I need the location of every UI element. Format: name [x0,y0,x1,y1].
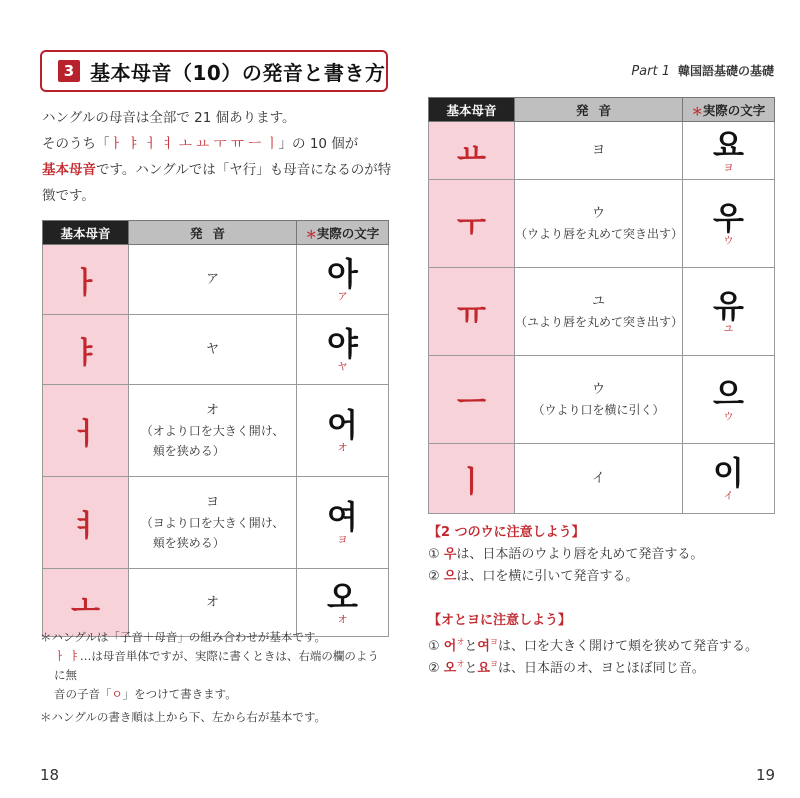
header-pronunciation: 発音 [515,98,683,122]
vowel-cell: ㅓ [43,385,129,477]
part-label: Part 1 [631,64,670,79]
hangul-char: 이 [713,453,744,492]
actual-char-cell [683,122,775,180]
intro-line-1: ハングルの母音は全部で 21 個あります。 [42,110,296,126]
hangul-char: 야 [327,324,358,363]
note-text: は、口を横に引いて発音する。 [456,569,639,584]
section-number-badge: 3 [58,60,80,82]
part-header [631,62,774,79]
footnotes [40,628,380,727]
highlight-char: 으 [443,569,457,584]
vowel-cell: ㅛ [429,122,515,180]
actual-char-cell [297,477,389,569]
highlight-char: 요 [477,661,490,676]
pronunciation-kana: ヨ [591,142,605,158]
pronunciation-note: （ウより唇を丸めて突き出す） [515,226,684,241]
basic-vowel-term: 基本母音 [42,162,96,178]
ruby-kana: ア [337,291,348,303]
hangul-char: 어 [327,405,358,444]
pronunciation-cell [129,315,297,385]
intro-text: です。ハングルでは「ヤ行」も母音になるのが特 [96,162,392,178]
silent-consonant: ㅇ [111,687,123,701]
ruby-kana: オ [337,442,348,454]
ruby-kana: ヨ [489,659,498,669]
item-number: ② [428,569,440,584]
highlight-char: 우 [443,547,457,562]
o-yo-sounds-note [428,610,788,680]
pronunciation-cell [515,356,683,444]
hangul-char: 유 [713,286,744,325]
item-number: ① [428,639,440,654]
section-title: 基本母音（10）の発音と書き方 [90,60,386,85]
ruby-kana: ヤ [337,361,348,373]
o-yo-line-2 [428,658,788,680]
highlight-char: 어 [443,639,457,654]
footnote-1: ＊ハングルは「子音＋母音」の組み合わせが基本です。 [40,630,327,644]
hangul-char: 여 [327,497,358,536]
hangul-char: 우 [713,198,744,237]
table-header-row [43,221,389,245]
vowel-cell: ㅗ [43,569,129,637]
ruby-kana: ユ [723,323,734,335]
highlight-char: 오 [443,661,457,676]
ruby-kana: ウ [723,235,734,247]
table-row [43,569,389,637]
o-yo-sounds-heading: 【オとヨに注意しよう】 [428,613,572,628]
u-sounds-line-2 [428,566,788,588]
highlight-char: 여 [477,639,490,654]
header-actual-char [683,98,775,122]
page-number-right: 19 [756,766,776,784]
table-row [429,180,775,268]
table-row [429,268,775,356]
hangul-char: 오 [327,577,358,616]
note-text: と [464,661,478,676]
ruby-kana: オ [456,659,465,669]
ruby-kana: オ [337,614,348,626]
table-row [43,245,389,315]
pronunciation-kana: ア [205,271,219,287]
intro-line-2 [42,131,392,157]
vowel-cell: ㅑ [43,315,129,385]
part-title: 韓国語基礎の基礎 [677,64,774,78]
u-sounds-line-1 [428,544,788,566]
item-number: ② [428,661,440,676]
vowel-table-right [428,97,775,514]
footnote-2 [40,647,380,685]
footnote-4: ＊ハングルの書き順は上から下、左から右が基本です。 [40,710,327,724]
header-basic-vowel: 基本母音 [43,221,129,245]
asterisk-mark: ＊ [691,104,703,118]
basic-vowel-list: ㅏ ㅑ ㅓ ㅕ ㅗ ㅛ ㅜ ㅠ ㅡ ㅣ [109,136,279,152]
pronunciation-note: （オより口を大きく開け、 [140,423,285,438]
actual-char-cell [683,180,775,268]
table-row [429,444,775,514]
note-text: は、日本語のウより唇を丸めて発音する。 [456,547,704,562]
intro-paragraph [42,105,392,209]
pronunciation-note: （ヨより口を大きく開け、 [140,515,285,530]
pronunciation-cell [129,477,297,569]
hangul-char: 요 [713,125,744,164]
asterisk-mark: ＊ [305,227,317,241]
ruby-kana: ヨ [337,534,348,546]
ruby-kana: オ [456,637,465,647]
item-number: ① [428,547,440,562]
pronunciation-note: 頬を狭める） [152,535,225,550]
pronunciation-kana: イ [591,470,605,486]
section-title-banner [40,50,388,92]
footnote-text: …は母音単体ですが、実際に書くときは、右端の欄のように無 [54,649,379,682]
actual-char-cell [297,569,389,637]
pronunciation-cell [515,268,683,356]
actual-char-cell [297,315,389,385]
note-text: は、日本語のオ、ヨとほぼ同じ音。 [497,661,705,676]
ruby-kana: ヨ [489,637,498,647]
actual-char-cell [683,356,775,444]
table-row [43,477,389,569]
footnote-text: 音の子音「 [54,687,112,701]
header-basic-vowel: 基本母音 [429,98,515,122]
table-row [43,315,389,385]
header-actual-char-label: 実際の文字 [316,225,380,241]
footnote-vowels: ㅏ ㅑ [54,649,80,663]
hangul-char: 아 [327,254,358,293]
table-row [429,122,775,180]
vowel-cell: ㅏ [43,245,129,315]
pronunciation-note: （ユより唇を丸めて突き出す） [515,314,684,329]
ruby-kana: ウ [723,411,734,423]
pronunciation-cell [129,385,297,477]
intro-line-4: 徴です。 [42,188,95,204]
footnote-3 [40,685,380,704]
vowel-cell: ㅠ [429,268,515,356]
footnote-text: 」をつけて書きます。 [122,687,237,701]
u-sounds-heading: 【2 つのウに注意しよう】 [428,525,585,540]
pronunciation-kana: オ [205,594,219,610]
actual-char-cell [683,268,775,356]
pronunciation-cell [129,245,297,315]
vowel-cell: ㅡ [429,356,515,444]
vowel-cell: ㅕ [43,477,129,569]
right-page [400,0,800,798]
pronunciation-note: 頬を狭める） [152,443,225,458]
o-yo-line-1 [428,636,788,658]
intro-line-3 [42,157,392,183]
actual-char-cell [297,245,389,315]
ruby-kana: ヨ [723,162,734,174]
hangul-char: 으 [713,374,744,413]
pronunciation-kana: ウ [591,381,605,397]
pronunciation-kana: ユ [591,293,605,309]
vowel-cell: ㅜ [429,180,515,268]
actual-char-cell [297,385,389,477]
table-row [429,356,775,444]
intro-text: 」の 10 個が [278,136,359,152]
page-number-left: 18 [40,766,60,784]
header-actual-char [297,221,389,245]
note-text: と [464,639,478,654]
header-pronunciation: 発音 [129,221,297,245]
u-sounds-note [428,522,788,588]
ruby-kana: イ [723,490,734,502]
vowel-cell: ㅣ [429,444,515,514]
pronunciation-cell [515,444,683,514]
table-header-row [429,98,775,122]
pronunciation-cell [129,569,297,637]
pronunciation-kana: ヨ [205,494,219,510]
pronunciation-note: （ウより口を横に引く） [532,402,665,417]
note-text: は、口を大きく開けて頬を狭めて発音する。 [497,639,758,654]
header-actual-char-label: 実際の文字 [702,102,766,118]
pronunciation-kana: ヤ [205,341,219,357]
pronunciation-kana: ウ [591,205,605,221]
pronunciation-cell [515,122,683,180]
table-row [43,385,389,477]
actual-char-cell [683,444,775,514]
intro-text: そのうち「 [42,136,110,152]
pronunciation-kana: オ [205,402,219,418]
pronunciation-cell [515,180,683,268]
vowel-table-left [42,220,389,637]
